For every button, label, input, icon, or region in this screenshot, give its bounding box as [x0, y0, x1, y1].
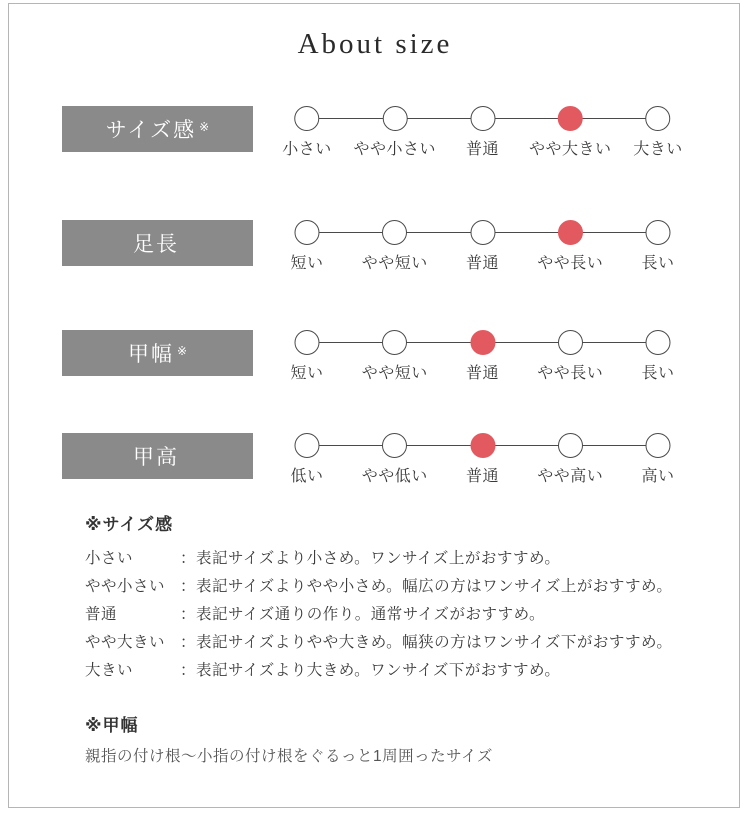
scale-point: [558, 106, 583, 131]
scale-point: [382, 330, 407, 355]
note-entry: [85, 573, 685, 601]
scale-point: [645, 106, 670, 131]
scale-stop: [466, 220, 499, 273]
scale-point: [470, 106, 495, 131]
scale-point: [558, 330, 583, 355]
scale-option-label: やや短い: [361, 365, 428, 382]
scale-stop: [641, 220, 674, 273]
scale-point: [645, 433, 670, 458]
scale-option-label: 低い: [290, 468, 324, 485]
note-term: やや小さい: [85, 578, 166, 595]
scale-track: [282, 106, 683, 158]
scale-stop: [537, 330, 603, 383]
scale-point: [294, 220, 319, 245]
scale-option-label: 普通: [465, 255, 500, 272]
note-term: 大きい: [85, 662, 134, 679]
note-instep-width: [85, 711, 685, 768]
scale-stop: [537, 433, 603, 486]
scale-point: [470, 330, 495, 355]
scale-point: [294, 433, 319, 458]
note-term: やや大きい: [85, 634, 166, 651]
scale-stop: [362, 433, 428, 486]
scale-stop: [466, 330, 499, 383]
scale-stop: [466, 433, 499, 486]
scale-option-label: やや短い: [361, 255, 428, 272]
scale-point: [294, 330, 319, 355]
page-title: About size: [297, 28, 453, 60]
scale-stop: [641, 330, 674, 383]
note-description: ：表記サイズより大きめ。ワンサイズ下がおすすめ。: [180, 662, 561, 679]
note-mark: ※: [176, 344, 188, 358]
note-entry: [85, 601, 685, 629]
scale-option-label: 短い: [290, 365, 324, 382]
scale-stop: [641, 433, 674, 486]
scale-row-foot-length: [62, 220, 675, 272]
scale-row-instep-height: [62, 433, 675, 485]
scale-stop: [353, 106, 436, 159]
notes-section: [85, 510, 685, 768]
scale-row-size-feel: [62, 106, 683, 158]
scale-point: [382, 106, 407, 131]
note-term: 普通: [85, 606, 118, 623]
scale-point: [645, 330, 670, 355]
scale-stop: [529, 106, 612, 159]
scale-stop: [633, 106, 683, 159]
scale-label: 甲高: [133, 446, 179, 469]
scale-option-label: やや長い: [537, 365, 604, 382]
scale-option-label: 長い: [641, 365, 675, 382]
note-text: 親指の付け根〜小指の付け根をぐるっと1周囲ったサイズ: [85, 748, 493, 765]
scale-stop: [282, 106, 332, 159]
scale-point: [645, 220, 670, 245]
scale-point: [294, 106, 319, 131]
note-description: ：表記サイズより小さめ。ワンサイズ上がおすすめ。: [180, 550, 561, 567]
scale-track: [290, 433, 675, 485]
scale-stop: [362, 330, 428, 383]
scale-option-label: 長い: [641, 255, 675, 272]
scale-option-label: やや高い: [537, 468, 604, 485]
scale-label-box: [62, 106, 253, 152]
scale-track: [290, 330, 675, 382]
scale-stop: [362, 220, 428, 273]
scale-point: [470, 220, 495, 245]
scale-option-label: 普通: [465, 468, 500, 485]
scale-label-box: [62, 220, 253, 266]
scale-stop: [290, 330, 323, 383]
scale-option-label: やや小さい: [353, 141, 437, 158]
scale-option-label: やや長い: [537, 255, 604, 272]
scale-point: [382, 433, 407, 458]
note-description: ：表記サイズよりやや小さめ。幅広の方はワンサイズ上がおすすめ。: [180, 578, 673, 595]
scale-point: [558, 433, 583, 458]
note-description: ：表記サイズよりやや大きめ。幅狭の方はワンサイズ下がおすすめ。: [180, 634, 673, 651]
size-scales: [62, 106, 683, 485]
scale-option-label: 短い: [290, 255, 324, 272]
scale-stop: [290, 220, 323, 273]
scale-option-label: 高い: [641, 468, 675, 485]
note-entry: [85, 545, 685, 573]
scale-track: [290, 220, 675, 272]
scale-label-box: [62, 433, 253, 479]
scale-stop: [537, 220, 603, 273]
note-term: 小さい: [85, 550, 134, 567]
scale-option-label: 大きい: [633, 141, 683, 158]
note-size-feel: [85, 510, 685, 685]
scale-row-instep-width: [62, 330, 675, 382]
note-mark: ※: [199, 120, 210, 134]
scale-option-label: 小さい: [282, 141, 332, 158]
scale-stop: [290, 433, 323, 486]
scale-label: 足長: [133, 233, 179, 256]
scale-point: [382, 220, 407, 245]
note-definitions: [85, 545, 685, 685]
scale-option-label: 普通: [465, 141, 500, 158]
note-entry: [85, 657, 685, 685]
scale-option-label: 普通: [465, 365, 500, 382]
note-entry: [85, 629, 685, 657]
scale-option-label: やや低い: [361, 468, 428, 485]
note-heading: ※甲幅: [85, 716, 139, 735]
scale-point: [558, 220, 583, 245]
scale-label: サイズ感: [105, 119, 197, 142]
note-description: ：表記サイズ通りの作り。通常サイズがおすすめ。: [180, 606, 546, 623]
scale-option-label: やや大きい: [528, 141, 612, 158]
scale-point: [470, 433, 495, 458]
note-heading: ※サイズ感: [85, 515, 174, 534]
scale-label-box: [62, 330, 253, 376]
scale-label: 甲幅: [127, 343, 174, 366]
scale-stop: [466, 106, 499, 159]
